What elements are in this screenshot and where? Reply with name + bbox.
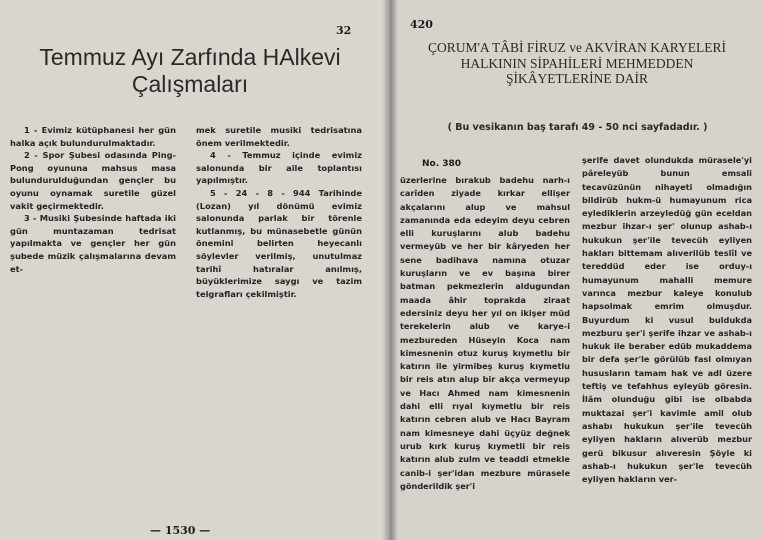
- right-page-title: [392, 40, 762, 87]
- right-page-subtitle: ( Bu vesikanın baş tarafı 49 - 50 nci sayfadadır. ): [447, 122, 708, 133]
- left-title-line1: Temmuz Ayı Zarfında HAlkevi: [39, 44, 341, 70]
- left-column-2: [196, 124, 362, 300]
- paragraph: 3 - Musiki Şubesinde haftada iki gün muntazaman tedrisat yapılmakta ve gençler her gün şubede müzik çalışmalarına devam et-: [10, 213, 176, 274]
- right-column-2: [582, 154, 752, 486]
- paragraph: 5 - 24 - 8 - 944 Tarihinde (Lozan) yıl dönümü evimiz salonunda parlak bir törenle kutlanmış, bu münasebetle günün önemini belirten heyecanlı söylevler verilmiş, unutulmaz tarihî hatıralar anılmış, büyüklerimize saygı ve tazim telgrafları çekilmiştir.: [196, 187, 362, 299]
- right-title-line: HALKININ SİPAHİLERİ MEHMEDDEN: [460, 55, 694, 71]
- paragraph: 1 - Evimiz kütüphanesi her gün halka açık bulundurulmaktadır.: [10, 125, 176, 148]
- right-page: [390, 0, 763, 540]
- right-column-1: [400, 174, 570, 493]
- right-page-number: 420: [410, 18, 433, 31]
- left-page-number: 32: [336, 24, 352, 37]
- left-page-footer: — 1530 —: [150, 524, 211, 537]
- paragraph: 4 - Temmuz içinde evimiz salonunda bir aile toplantısı yapılmıştır.: [196, 150, 362, 186]
- left-title-line2: Çalışmaları: [131, 71, 249, 97]
- document-number: No. 380: [422, 159, 462, 169]
- paragraph: mek suretile musiki tedrisatına önem verilmektedir.: [196, 125, 362, 148]
- left-column-1: [10, 124, 176, 275]
- paragraph: 2 - Spor Şubesi odasında Ping-Pong oyununa mahsus masa bulundurulduğundan gençler bu oyunu oynamak suretile güzel vakit geçirmektedir.: [10, 150, 176, 211]
- right-title-line: ÇORUM'A TÂBİ FİRUZ ve AKVİRAN KARYELERİ: [427, 40, 727, 55]
- paragraph: üzerlerine bırakub badehu narh-ı carîden ziyade kırkar ellişer akçalarını alup ve mahsul zamanında eda edeyim deyu cebren elli kuruşlarını alub badehu vermeyüb ve her bir kâryeden her sene badihava namına otuzar kuruşların ve ev başına birer batman pekmezlerin aldugundan maada âhir toprakda ziraat edersiniz deyu her yıl on ikişer müd terekelerin alub ve karye-i mezbureden Hüseyin Koca nam kimesnenin otuz kuruş kıymetlu bir katırın ile yirmibeş kuruş kıymetlu bir reis atın alup bir akça vermeyup ve Hacı Ahmed nam kimesnenin dahi elli rıyal kıymetlu bir reis katırın cebren alub ve Hacı Bayram nam kimesneye dahi üçyüz değnek urub kırk kuruş kıymetli bir reis katırın alub zulm ve teaddi etmekle canib-i şer'idan mezbure mürasele gönderildik şer'i: [400, 175, 570, 491]
- right-title-line: ŞİKÂYETLERİNE DAİR: [505, 71, 649, 86]
- paragraph: şerife davet olundukda mürasele'yi pâreleyüb bunun emsali tecavüzünün nihayeti olmadığın bildirüb hukm-ü humayunum rica eylediklerin arzeyledüğ gün eceldan mezbur ihzar-ı şer' olunup ashab-ı hukukun şer'ile tevecüh eyliyen hakları bittemam alıverilüb teslîl ve tereddüd eder ise orduy-ı humayunum mahalli memure varınca mezbur kaleye konulub hapsolmak emrim olmuşdur. Buyurdum ki vusul buldukda mezburu şer'i şerife ihzar ve ashab-ı hukuk ile beraber edüb mukaddema bir defa şer'le görülüb fasl olmıyan hususların tamam hak ve adl üzere teftiş ve tefahhus eyleyüb göresin. İlâm olunduğu gibi ise olbabda muktazai şer'i kavimle amil olub ashabı hukukun şer'ile tevecüh eyliyen hakların alıverüb mezbur gerü bikusur alıveresin Şöyle ki ashab-ı hukukun şer'le tevecüh eyliyen hakların ver-: [582, 155, 752, 485]
- left-page-title: [14, 44, 366, 98]
